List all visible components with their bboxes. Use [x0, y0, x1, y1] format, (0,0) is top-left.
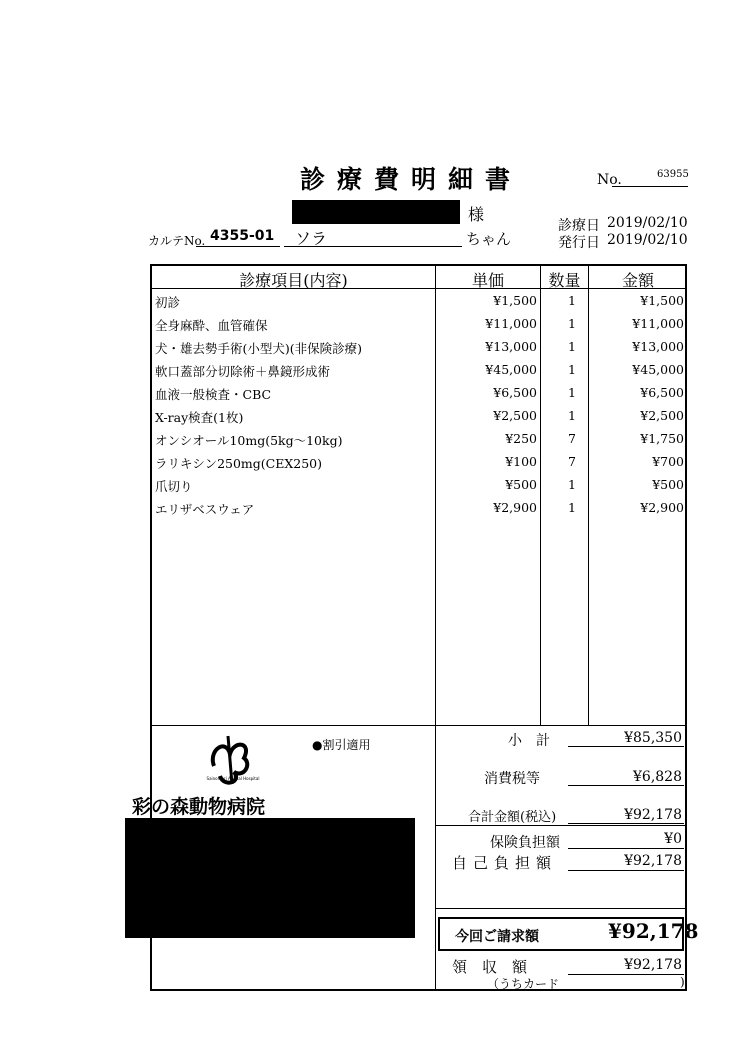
unit-price: ¥100: [505, 454, 537, 469]
received-underline: [568, 974, 684, 975]
subtotal-label: 小 計: [508, 733, 550, 749]
doc-number-label: No.: [597, 172, 622, 188]
karte-number-label: カルテNo.: [148, 234, 206, 248]
exam-date: 2019/02/10: [607, 215, 688, 231]
self-pay-underline: [568, 870, 684, 871]
table-row: [152, 336, 687, 359]
quantity: 7: [568, 454, 576, 469]
self-pay-label: 自己負担額: [452, 854, 558, 872]
amount: ¥6,500: [640, 385, 684, 400]
amount: ¥11,000: [632, 316, 684, 331]
quantity: 1: [568, 385, 576, 400]
tax-label: 消費税等: [484, 771, 540, 787]
quantity: 1: [568, 293, 576, 308]
pet-honorific: ちゃん: [466, 230, 512, 248]
table-row: [152, 428, 687, 451]
amount: ¥1,750: [640, 431, 684, 446]
item-name: エリザベスウェア: [155, 502, 255, 517]
owner-honorific: 様: [468, 205, 485, 224]
doc-number-underline: [612, 186, 688, 187]
quantity: 1: [568, 408, 576, 423]
tax-value: ¥6,828: [633, 769, 682, 785]
total-label: 合計金額(税込): [468, 810, 557, 825]
header-amount: 金額: [621, 271, 654, 290]
unit-price: ¥2,900: [493, 500, 537, 515]
hospital-logo-icon: [200, 728, 260, 798]
document-title: 診療費明細書: [300, 165, 523, 194]
table-row: [152, 382, 687, 405]
summary-divider: [152, 725, 687, 726]
amount: ¥1,500: [640, 293, 684, 308]
subtotal-value: ¥85,350: [624, 730, 682, 746]
karte-underline: [196, 246, 280, 247]
item-name: 初診: [155, 295, 181, 310]
item-name: オンシオール10mg(5kg～10kg): [155, 433, 343, 448]
table-row: [152, 451, 687, 474]
header-qty: 数量: [548, 271, 581, 290]
unit-price: ¥6,500: [493, 385, 537, 400]
item-name: X-ray検査(1枚): [155, 410, 244, 425]
card-label: （うちカード: [487, 977, 560, 991]
insurance-value: ¥0: [664, 831, 682, 847]
bill-value: ¥92,178: [608, 919, 699, 943]
amount: ¥500: [652, 477, 684, 492]
total-divider: [435, 825, 687, 826]
item-name: 爪切り: [155, 479, 193, 494]
unit-price: ¥1,500: [493, 293, 537, 308]
received-value: ¥92,178: [624, 957, 682, 973]
received-label: 領 収 額: [452, 958, 528, 976]
item-name: 犬・雄去勢手術(小型犬)(非保険診療): [155, 341, 363, 356]
card-bracket: ): [680, 975, 685, 989]
total-value: ¥92,178: [624, 807, 682, 823]
table-row: [152, 497, 687, 520]
discount-note: ●割引適用: [312, 738, 371, 752]
issue-date: 2019/02/10: [607, 232, 688, 248]
table-row: [152, 313, 687, 336]
table-row: [152, 405, 687, 428]
logo-caption: Sainomori Animal Hospital: [206, 776, 260, 781]
unit-price: ¥500: [505, 477, 537, 492]
item-name: 全身麻酔、血管確保: [155, 318, 268, 333]
header-unit-price: 単価: [471, 271, 504, 290]
amount: ¥2,500: [640, 408, 684, 423]
bill-label: 今回ご請求額: [455, 929, 539, 945]
header-item: 診療項目(内容): [239, 271, 348, 290]
amount: ¥700: [652, 454, 684, 469]
pet-name: ソラ: [295, 229, 328, 248]
unit-price: ¥13,000: [485, 339, 537, 354]
unit-price: ¥11,000: [485, 316, 537, 331]
quantity: 7: [568, 431, 576, 446]
quantity: 1: [568, 477, 576, 492]
amount: ¥2,900: [640, 500, 684, 515]
item-name: 血液一般検査・CBC: [155, 387, 272, 402]
quantity: 1: [568, 500, 576, 515]
doc-number: 63955: [657, 169, 689, 180]
amount: ¥45,000: [632, 362, 684, 377]
table-row: [152, 359, 687, 382]
pet-name-underline: [284, 246, 462, 247]
issue-date-label: 発行日: [558, 235, 600, 251]
redacted-hospital-info: [125, 818, 415, 938]
item-name: 軟口蓋部分切除術＋鼻鏡形成術: [155, 364, 331, 379]
unit-price: ¥2,500: [493, 408, 537, 423]
tax-underline: [568, 785, 684, 786]
unit-price: ¥45,000: [485, 362, 537, 377]
hospital-name: 彩の森動物病院: [132, 796, 266, 818]
bill-divider: [435, 908, 687, 909]
table-row: [152, 474, 687, 497]
insurance-underline: [568, 848, 684, 849]
amount: ¥13,000: [632, 339, 684, 354]
quantity: 1: [568, 316, 576, 331]
quantity: 1: [568, 339, 576, 354]
subtotal-underline: [568, 746, 684, 747]
table-row: [152, 290, 687, 313]
quantity: 1: [568, 362, 576, 377]
karte-number: 4355-01: [210, 228, 275, 244]
self-pay-value: ¥92,178: [624, 853, 682, 869]
insurance-label: 保険負担額: [490, 835, 560, 851]
item-name: ラリキシン250mg(CEX250): [155, 456, 322, 471]
unit-price: ¥250: [505, 431, 537, 446]
exam-date-label: 診療日: [558, 218, 600, 234]
summary-divider: [435, 725, 436, 991]
redacted-owner-name: [292, 200, 460, 224]
total-underline: [568, 823, 684, 824]
